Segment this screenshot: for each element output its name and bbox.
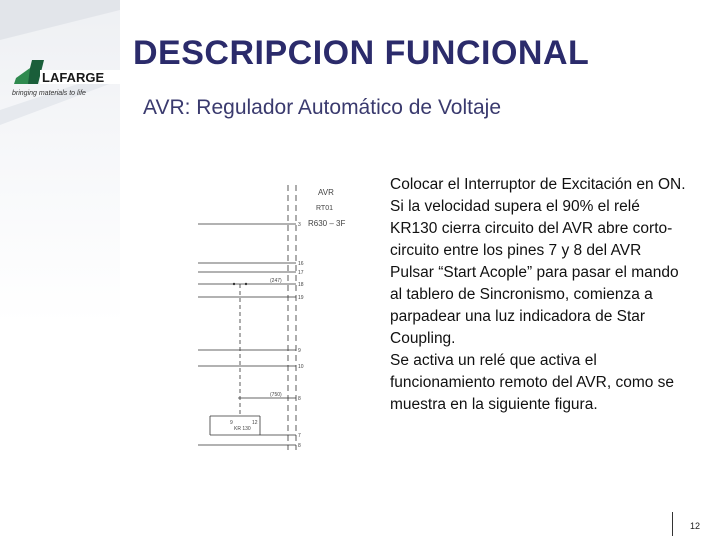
pin-label: 16 <box>298 261 304 267</box>
relay-pin-top: 9 <box>230 420 233 426</box>
pin-label: 19 <box>298 295 304 301</box>
schematic-tag-750: (750) <box>270 392 282 398</box>
footer-divider <box>672 512 673 536</box>
page-subtitle: AVR: Regulador Automático de Voltaje <box>143 96 501 119</box>
schematic-label-code: R630 – 3F <box>308 219 346 228</box>
terminal-dot <box>245 283 247 285</box>
lafarge-logo <box>12 58 122 108</box>
description-text <box>390 174 690 416</box>
pin-label: 8 <box>298 396 301 402</box>
avr-schematic-diagram <box>190 180 360 458</box>
logo-tagline: bringing materials to life <box>12 90 86 97</box>
pin-label: 8 <box>298 443 301 449</box>
terminal-dot <box>233 283 235 285</box>
schematic-tag-247: (247) <box>270 278 282 284</box>
pin-label: 17 <box>298 270 304 276</box>
relay-name: KR 130 <box>234 426 251 432</box>
page-title: DESCRIPCION FUNCIONAL <box>133 34 590 72</box>
logo-brand-text: LAFARGE <box>42 70 105 85</box>
pin-label: 18 <box>298 282 304 288</box>
description-paragraph-2: Si la velocidad supera el 90% el relé KR130 cierra circuito del AVR abre corto-circuito entre los pines 7 y 8 del AVR <box>390 198 673 259</box>
page-number: 12 <box>690 521 701 531</box>
pin-label: 9 <box>298 348 301 354</box>
description-paragraph-3: Pulsar “Start Acople” para pasar el mando al tablero de Sincronismo, comienza a parpadear una luz indicadora de Star Coupling. <box>390 264 679 347</box>
description-paragraph-1: Colocar el Interruptor de Excitación en ON. <box>390 176 686 193</box>
schematic-label-rt: RT01 <box>316 205 333 212</box>
pin-label: 3 <box>298 222 301 228</box>
relay-pin-bottom: 12 <box>252 420 258 426</box>
pin-label: 10 <box>298 364 304 370</box>
description-paragraph-4: Se activa un relé que activa el funcionamiento remoto del AVR, como se muestra en la siguiente figura. <box>390 352 675 413</box>
lafarge-logo-mark <box>12 58 122 88</box>
pin-label: 7 <box>298 433 301 439</box>
schematic-label-avr: AVR <box>318 188 334 197</box>
